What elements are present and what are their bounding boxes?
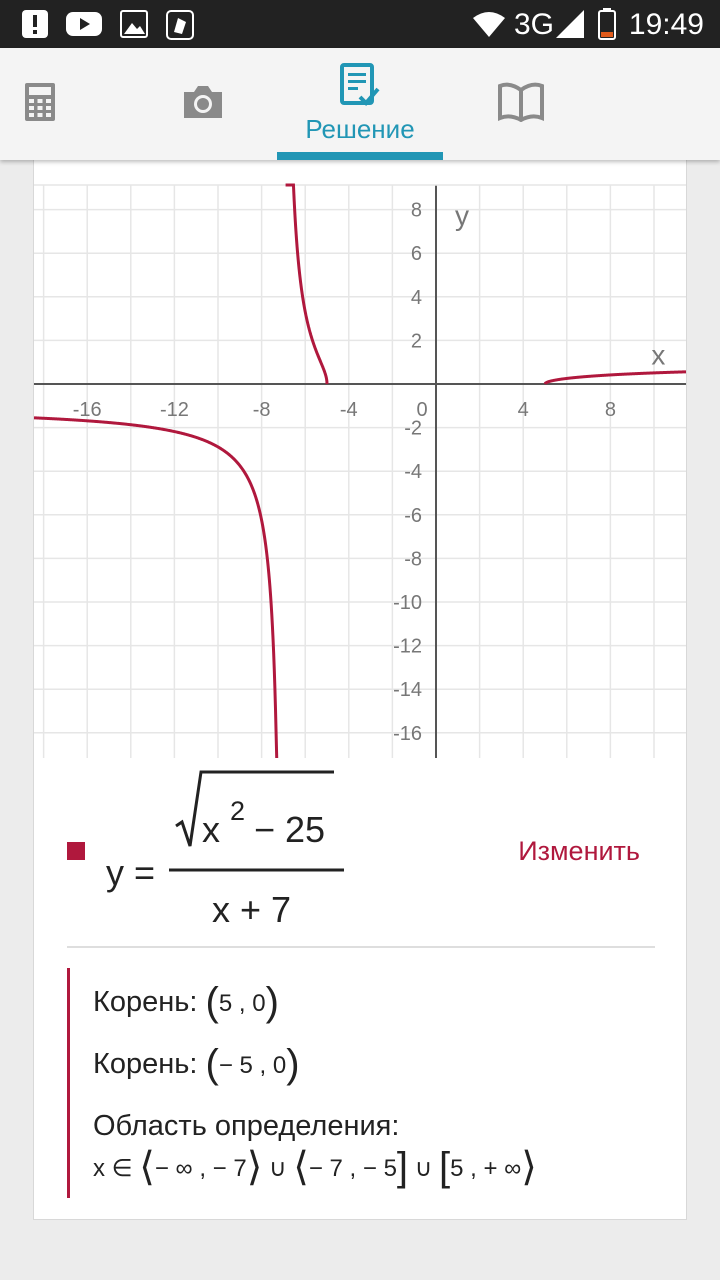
x-tick-label: 0 — [416, 399, 428, 421]
function-graph[interactable] — [34, 160, 686, 758]
x-tick-label: -12 — [159, 399, 189, 421]
wifi-icon — [472, 12, 506, 43]
numerator-exponent: 2 — [230, 796, 246, 826]
numerator-rest: − 25 — [254, 809, 326, 850]
x-tick-label: -4 — [339, 399, 358, 421]
youtube-icon — [66, 10, 102, 43]
y-tick-label: -8 — [404, 548, 422, 571]
domain-expression: x ∈ ⟨− ∞ , − 7⟩ ∪ ⟨− 7 , − 5] ∪ [5 , + ∞⟩ — [93, 1145, 537, 1189]
y-tick-label: -12 — [393, 635, 422, 658]
battery-icon — [598, 8, 616, 45]
numerator-base: x — [202, 809, 220, 850]
y-tick-label: -4 — [404, 461, 422, 484]
formula-lhs: y = — [106, 852, 156, 893]
tab-book[interactable] — [478, 48, 564, 160]
denominator: x + 7 — [212, 889, 292, 930]
tab-camera[interactable] — [160, 48, 246, 160]
camera-icon — [182, 84, 224, 125]
edit-button[interactable]: Изменить — [518, 836, 640, 866]
results-panel — [67, 968, 667, 1198]
solution-card — [33, 160, 687, 1220]
plot-background — [34, 160, 686, 758]
x-tick-label: 4 — [517, 399, 529, 421]
y-tick-label: -6 — [404, 504, 422, 527]
y-tick-label: -10 — [393, 592, 422, 614]
y-tick-label: 6 — [410, 243, 422, 266]
x-tick-label: -16 — [72, 399, 102, 421]
y-tick-label: -14 — [393, 679, 422, 702]
y-tick-label: 4 — [410, 286, 422, 309]
active-tab-indicator — [277, 152, 443, 160]
top-toolbar — [0, 48, 720, 160]
tab-calculator[interactable] — [0, 48, 80, 160]
tab-solution[interactable] — [277, 48, 443, 160]
root-1: Корень: (5 , 0) — [93, 980, 279, 1024]
solution-icon — [340, 63, 380, 112]
calculator-icon — [24, 82, 56, 127]
formula-block — [34, 760, 688, 950]
series-color-marker — [67, 842, 85, 860]
y-tick-label: 2 — [410, 330, 422, 353]
y-axis-label: y — [455, 199, 469, 231]
app-notification-icon — [166, 10, 194, 45]
x-tick-label: 8 — [604, 399, 616, 421]
clock: 19:49 — [628, 8, 704, 41]
domain-label: Область определения: — [93, 1110, 400, 1142]
formula-display — [94, 760, 494, 950]
network-type: 3G — [514, 8, 555, 41]
tab-solution-label: Решение — [305, 114, 415, 144]
y-tick-label: -16 — [393, 722, 422, 745]
signal-icon — [556, 10, 584, 43]
status-bar — [0, 0, 720, 48]
x-axis-label: x — [651, 339, 666, 371]
root-2: Корень: (− 5 , 0) — [93, 1042, 300, 1086]
image-icon — [120, 10, 148, 43]
alert-icon — [22, 10, 48, 43]
x-tick-label: -8 — [252, 399, 271, 421]
y-tick-label: -2 — [404, 417, 422, 440]
y-tick-label: 8 — [410, 199, 422, 222]
divider — [67, 946, 655, 948]
book-icon — [498, 82, 544, 127]
